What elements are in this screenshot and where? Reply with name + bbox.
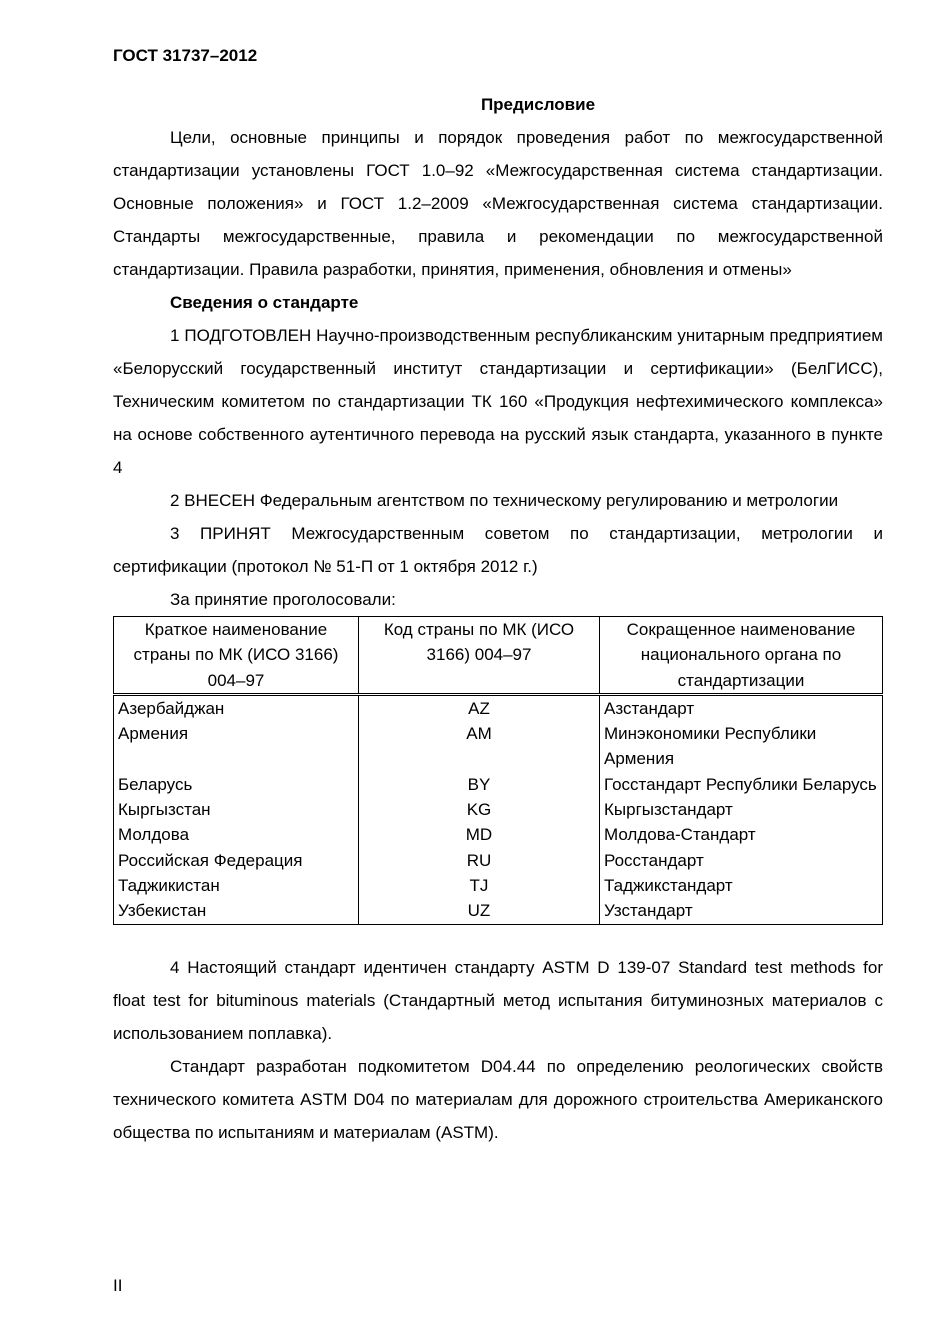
country-code-cell: UZ: [359, 898, 600, 924]
item-2-paragraph: 2 ВНЕСЕН Федеральным агентством по техническому регулированию и метрологии: [170, 491, 839, 510]
table-header-row: [114, 617, 883, 695]
voted-label: За принятие проголосовали:: [170, 590, 396, 609]
header-standards-body: Сокращенное наименование национального органа по стандартизации: [600, 617, 883, 695]
header-country-name: Краткое наименование страны по МК (ИСО 3166) 004–97: [114, 617, 359, 695]
standard-info-heading: Сведения о стандарте: [170, 293, 359, 312]
country-name-cell: Молдова: [114, 822, 359, 847]
standards-body-cell: Кыргызстандарт: [600, 797, 883, 822]
country-code-cell: TJ: [359, 873, 600, 898]
country-name-cell: Российская Федерация: [114, 848, 359, 873]
standards-body-cell: Таджикстандарт: [600, 873, 883, 898]
table-row: [114, 694, 883, 721]
table-row: [114, 898, 883, 924]
table-row: [114, 822, 883, 847]
preface-intro-paragraph: Цели, основные принципы и порядок проведения работ по межгосударственной стандартизации установлены ГОСТ 1.0–92 «Межгосударственная система стандартизации. Основные положения» и ГОСТ 1.2–2009 «Межгосударственная система стандартизации. Стандарты межгосударственные, правила и рекомендации по межгосударственной стандартизации. Правила разработки, принятия, применения, обновления и отмены»: [113, 128, 883, 279]
country-code-cell: BY: [359, 772, 600, 797]
country-code-cell: KG: [359, 797, 600, 822]
member-states-table: [113, 616, 883, 925]
spacer: [113, 925, 883, 951]
item-3-paragraph: 3 ПРИНЯТ Межгосударственным советом по стандартизации, метрологии и сертификации (протокол № 51-П от 1 октября 2012 г.): [113, 524, 883, 576]
country-code-cell: AM: [359, 721, 600, 772]
item-4-paragraph: 4 Настоящий стандарт идентичен стандарту ASTM D 139-07 Standard test methods for float test for bituminous materials (Стандартный метод испытания битуминозных материалов с использованием поплавка).: [113, 957, 883, 1043]
table-body: [114, 694, 883, 924]
item-1-paragraph: 1 ПОДГОТОВЛЕН Научно-производственным республиканским унитарным предприятием «Белорусский государственный институт стандартизации и сертификации» (БелГИСС), Техническим комитетом по стандартизации ТК 160 «Продукция нефтехимического комплекса» на основе собственного аутентичного перевода на русский язык стандарта, указанного в пункте 4: [113, 326, 883, 477]
country-code-cell: AZ: [359, 694, 600, 721]
table-row: [114, 797, 883, 822]
page-content: [113, 88, 883, 1149]
country-name-cell: Армения: [114, 721, 359, 772]
header-country-code: Код страны по МК (ИСО 3166) 004–97: [359, 617, 600, 695]
standards-body-cell: Госстандарт Республики Беларусь: [600, 772, 883, 797]
standards-body-cell: Молдова-Стандарт: [600, 822, 883, 847]
document-header: ГОСТ 31737–2012: [113, 46, 258, 65]
page-number: II: [113, 1276, 123, 1295]
country-code-cell: MD: [359, 822, 600, 847]
country-name-cell: Беларусь: [114, 772, 359, 797]
standards-body-cell: Азстандарт: [600, 694, 883, 721]
country-name-cell: Азербайджан: [114, 694, 359, 721]
standards-body-cell: Росстандарт: [600, 848, 883, 873]
table-row: [114, 721, 883, 772]
country-name-cell: Кыргызстан: [114, 797, 359, 822]
country-name-cell: Узбекистан: [114, 898, 359, 924]
section-title: Предисловие: [480, 95, 596, 114]
country-code-cell: RU: [359, 848, 600, 873]
developed-by-paragraph: Стандарт разработан подкомитетом D04.44 по определению реологических свойств технического комитета ASTM D04 по материалам для дорожного строительства Американского общества по испытаниям и материалам (ASTM).: [113, 1056, 883, 1142]
table-row: [114, 848, 883, 873]
table-row: [114, 873, 883, 898]
standards-body-cell: Узстандарт: [600, 898, 883, 924]
table-row: [114, 772, 883, 797]
country-name-cell: Таджикистан: [114, 873, 359, 898]
standards-body-cell: Минэкономики Республики Армения: [600, 721, 883, 772]
